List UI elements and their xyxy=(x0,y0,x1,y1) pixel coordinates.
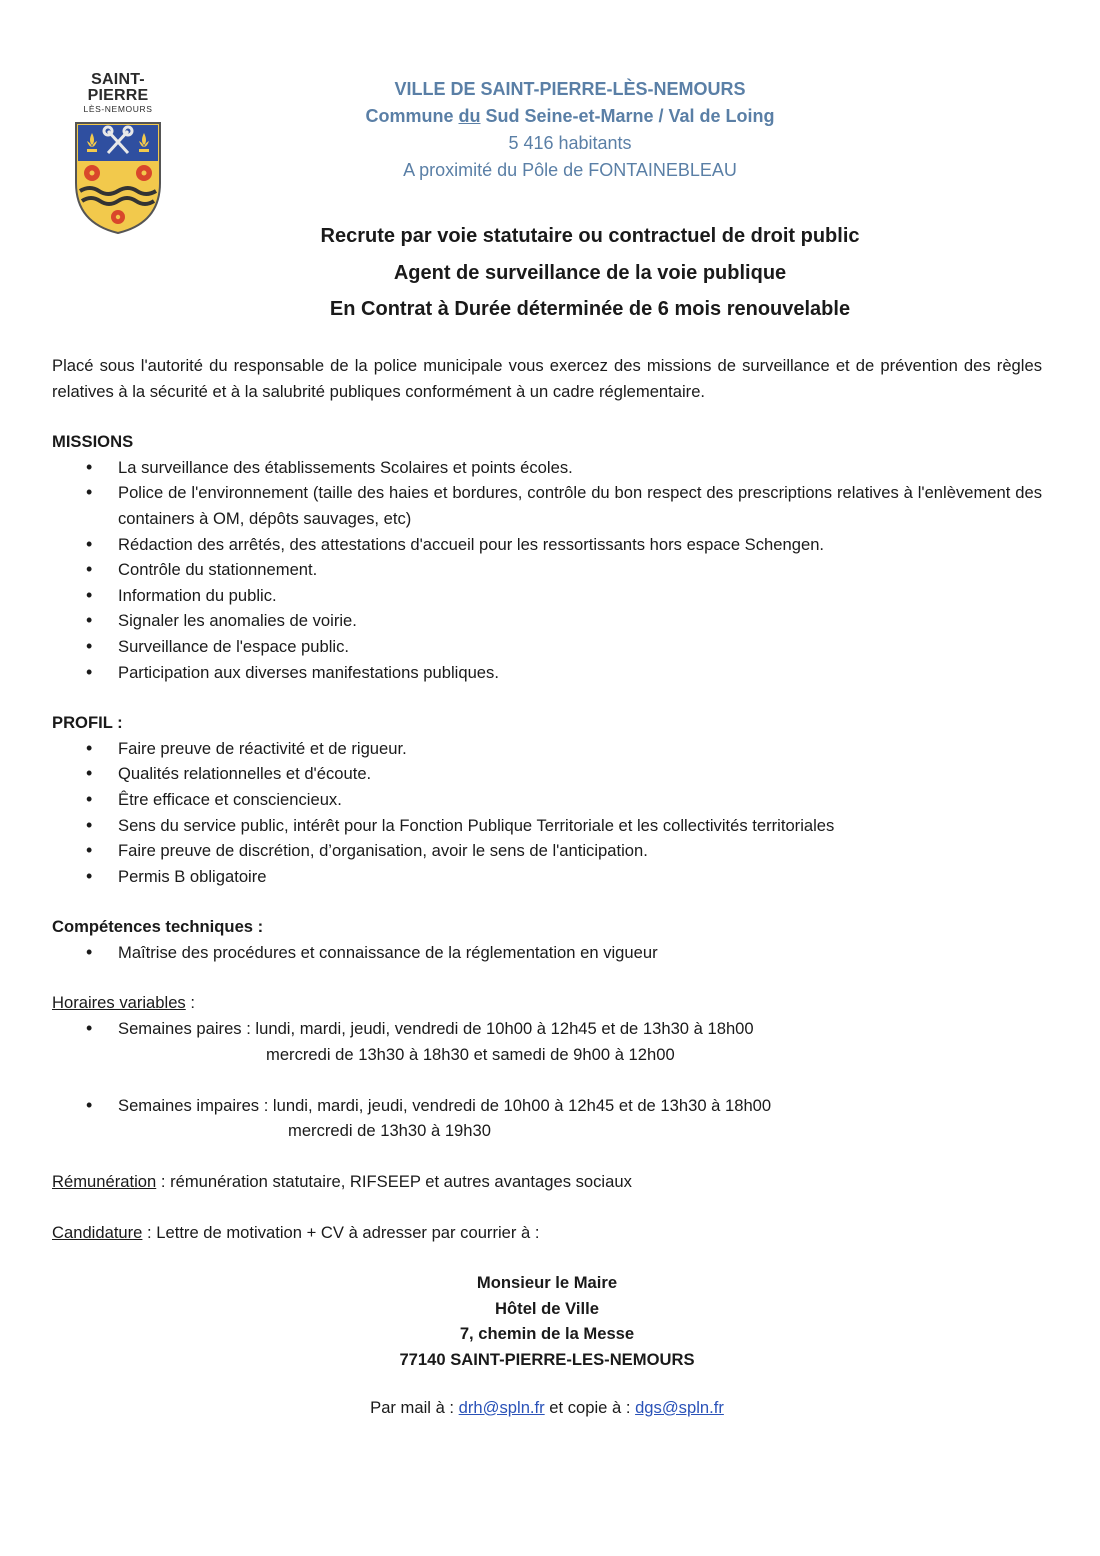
mail-contact xyxy=(52,1395,1042,1421)
town-title: VILLE DE SAINT-PIERRE-LÈS-NEMOURS xyxy=(394,79,746,99)
list-item: • Faire preuve de réactivité et de rigueur. xyxy=(52,736,1042,762)
list-item: • Contrôle du stationnement. xyxy=(52,557,1042,583)
list-item: • Participation aux diverses manifestations publiques. xyxy=(52,660,1042,686)
candidature-label: Candidature xyxy=(52,1222,143,1242)
town-region-part1: Commune xyxy=(365,106,459,126)
town-header xyxy=(280,76,860,184)
horaires-list xyxy=(52,1016,1042,1042)
logo-town-subname: LÈS-NEMOURS xyxy=(83,104,153,114)
schedule-odd-weeks-continued: mercredi de 13h30 à 19h30 xyxy=(288,1121,491,1141)
profil-list xyxy=(52,736,1042,890)
remuneration-text: : rémunération statutaire, RIFSEEP et autres avantages sociaux xyxy=(156,1172,632,1192)
list-item: • Police de l'environnement (taille des haies et bordures, contrôle du bon respect des prescriptions relatives à l'enlèvement des containers à OM, dépôts sauvages, etc) xyxy=(52,480,1042,531)
town-region-part2: du xyxy=(458,106,481,126)
list-item: • La surveillance des établissements Scolaires et points écoles. xyxy=(52,455,1042,481)
intro-paragraph: Placé sous l'autorité du responsable de la police municipale vous exercez des missions de surveillance et de prévention des règles relatives à la sécurité et à la salubrité publiques conformément à un cadre réglementaire. xyxy=(52,356,1042,401)
logo-town-name: SAINT-PIERRE xyxy=(87,71,149,104)
list-item: • Rédaction des arrêtés, des attestations d'accueil pour les ressortissants hors espace Schengen. xyxy=(52,532,1042,558)
town-logo xyxy=(66,72,170,237)
profil-heading: PROFIL : xyxy=(52,713,123,733)
candidature-paragraph xyxy=(52,1220,1042,1246)
schedule-even-weeks-continued: mercredi de 13h30 à 18h30 et samedi de 9h00 à 12h00 xyxy=(266,1044,675,1064)
list-item: • Sens du service public, intérêt pour la Fonction Publique Territoriale et les collectivités territoriales xyxy=(52,813,1042,839)
list-item: • Faire preuve de discrétion, d’organisation, avoir le sens de l'anticipation. xyxy=(52,838,1042,864)
address-recipient: Monsieur le Maire xyxy=(476,1273,618,1293)
postal-address xyxy=(52,1270,1042,1372)
list-item: • Permis B obligatoire xyxy=(52,864,1042,890)
drh-email-link[interactable]: drh@spln.fr xyxy=(458,1397,545,1417)
horaires-list-odd xyxy=(52,1093,1042,1119)
horaires-heading xyxy=(52,990,1042,1016)
list-item: • Information du public. xyxy=(52,583,1042,609)
list-item: • Maîtrise des procédures et connaissance de la réglementation en vigueur xyxy=(52,940,1042,966)
mail-prefix: Par mail à : xyxy=(370,1397,459,1417)
list-item: • Signaler les anomalies de voirie. xyxy=(52,608,1042,634)
town-proximity: A proximité du Pôle de FONTAINEBLEAU xyxy=(403,160,737,180)
list-item: • Qualités relationnelles et d'écoute. xyxy=(52,761,1042,787)
town-region-part3: Sud Seine-et-Marne / Val de Loing xyxy=(480,106,775,126)
schedule-odd-weeks: • Semaines impaires : lundi, mardi, jeudi, vendredi de 10h00 à 12h45 et de 13h30 à 18h00 xyxy=(52,1093,1042,1119)
address-building: Hôtel de Ville xyxy=(495,1298,599,1318)
horaires-label: Horaires variables xyxy=(52,993,186,1013)
competences-list xyxy=(52,940,1042,966)
candidature-text: : Lettre de motivation + CV à adresser par courrier à : xyxy=(142,1222,540,1242)
mail-middle: et copie à : xyxy=(544,1397,636,1417)
offer-titles xyxy=(130,218,1050,328)
offer-title-recruitment: Recrute par voie statutaire ou contractuel de droit public xyxy=(320,225,860,247)
schedule-even-weeks: • Semaines paires : lundi, mardi, jeudi, vendredi de 10h00 à 12h45 et de 13h30 à 18h00 xyxy=(52,1016,1042,1042)
offer-body xyxy=(52,353,1042,1420)
remuneration-paragraph xyxy=(52,1169,1042,1195)
missions-list xyxy=(52,455,1042,685)
town-region xyxy=(280,103,860,130)
missions-heading: MISSIONS xyxy=(52,432,134,452)
dgs-email-link[interactable]: dgs@spln.fr xyxy=(635,1397,724,1417)
offer-title-position: Agent de surveillance de la voie publique xyxy=(393,261,787,284)
town-population: 5 416 habitants xyxy=(508,133,632,153)
list-item: • Surveillance de l'espace public. xyxy=(52,634,1042,660)
remuneration-label: Rémunération xyxy=(52,1172,157,1192)
competences-heading: Compétences techniques : xyxy=(52,917,264,937)
list-item: • Être efficace et consciencieux. xyxy=(52,787,1042,813)
horaires-suffix: : xyxy=(185,993,195,1013)
address-street: 7, chemin de la Messe xyxy=(459,1324,635,1344)
address-city: 77140 SAINT-PIERRE-LES-NEMOURS xyxy=(399,1350,695,1369)
offer-title-contract: En Contrat à Durée déterminée de 6 mois renouvelable xyxy=(329,298,851,320)
